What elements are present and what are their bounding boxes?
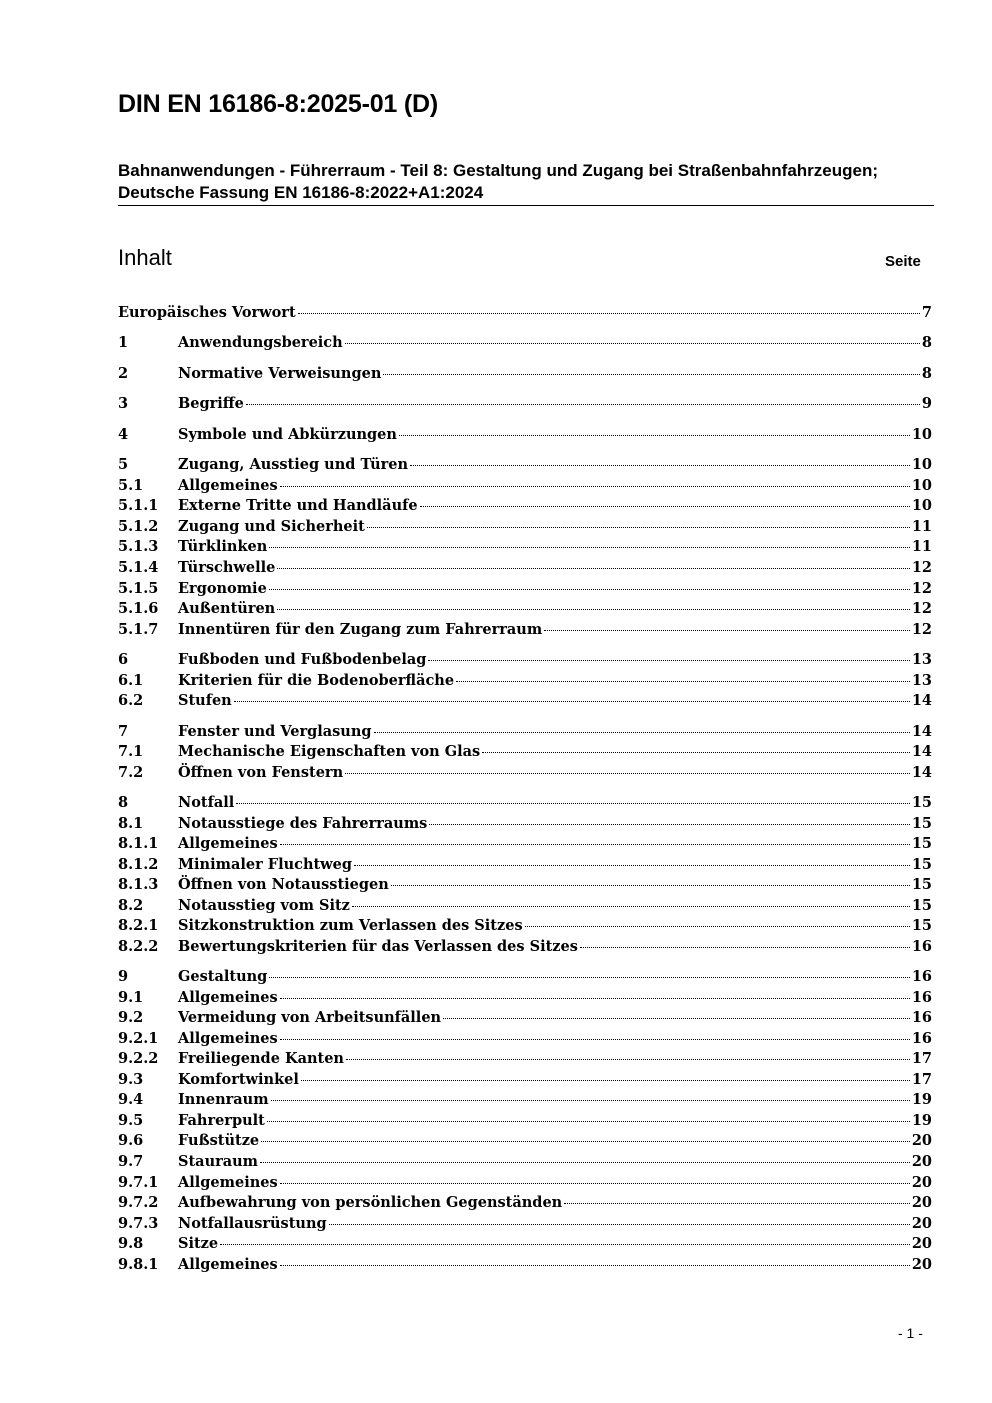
toc-entry-page: 17 <box>911 1050 932 1067</box>
toc-entry-number: 1 <box>118 334 129 351</box>
toc-entry-number: 9.3 <box>118 1071 144 1088</box>
toc-entry-title: Stauraum <box>178 1153 259 1170</box>
toc-entry-title: Sitze <box>178 1235 219 1252</box>
toc-entry-number: 8.1.1 <box>118 835 159 852</box>
toc-entry-page: 20 <box>911 1256 932 1273</box>
toc-entry-title: Notfallausrüstung <box>178 1215 327 1232</box>
toc-entry-title: Allgemeines <box>178 1174 278 1191</box>
toc-entry-title: Kriterien für die Bodenoberfläche <box>178 672 455 689</box>
toc-entry[interactable] <box>118 936 932 957</box>
toc-dot-leader <box>345 343 920 344</box>
toc-dot-leader <box>544 630 910 631</box>
toc-dot-leader <box>456 681 910 682</box>
toc-entry-page: 12 <box>911 580 932 597</box>
toc-dot-leader <box>391 885 910 886</box>
toc-entry-page: 10 <box>911 497 932 514</box>
toc-entry-number: 9.2.1 <box>118 1030 159 1047</box>
title-divider <box>118 205 934 206</box>
toc-entry-title: Allgemeines <box>178 989 278 1006</box>
toc-entry-title: Externe Tritte und Handläufe <box>178 497 418 514</box>
toc-entry[interactable] <box>118 690 932 711</box>
toc-entry-title: Allgemeines <box>178 1030 278 1047</box>
toc-entry[interactable] <box>118 1007 932 1028</box>
toc-entry-number: 7.2 <box>118 764 144 781</box>
toc-entry-page: 15 <box>911 815 932 832</box>
toc-dot-leader <box>383 374 920 375</box>
toc-entry-number: 4 <box>118 426 129 443</box>
toc-entry-number: 8.1.3 <box>118 876 159 893</box>
toc-entry-title: Öffnen von Notausstiegen <box>178 876 389 893</box>
toc-dot-leader <box>429 824 909 825</box>
toc-dot-leader <box>269 547 910 548</box>
toc-entry-title: Innentüren für den Zugang zum Fahrerraum <box>178 621 543 638</box>
toc-entry-page: 8 <box>921 365 932 382</box>
toc-entry[interactable] <box>118 987 932 1008</box>
toc-entry[interactable] <box>118 302 932 323</box>
toc-entry-page: 14 <box>911 692 932 709</box>
toc-entry[interactable] <box>118 874 932 895</box>
toc-dot-leader <box>280 998 910 999</box>
toc-entry-page: 13 <box>911 672 932 689</box>
toc-entry-title: Europäisches Vorwort <box>118 304 296 321</box>
toc-entry-title: Sitzkonstruktion zum Verlassen des Sitzes <box>178 917 523 934</box>
toc-entry-page: 12 <box>911 621 932 638</box>
toc-dot-leader <box>236 803 910 804</box>
toc-entry-page: 11 <box>911 538 932 555</box>
toc-entry-number: 8.1.2 <box>118 856 159 873</box>
toc-entry-number: 5.1.7 <box>118 621 159 638</box>
toc-entry[interactable] <box>118 557 932 578</box>
toc-entry[interactable] <box>118 792 932 813</box>
toc-entry-number: 3 <box>118 395 129 412</box>
toc-entry-number: 8.1 <box>118 815 144 832</box>
toc-entry[interactable] <box>118 1151 932 1172</box>
toc-dot-leader <box>267 1121 910 1122</box>
toc-heading: Inhalt <box>118 245 172 270</box>
toc-entry[interactable] <box>118 1110 932 1131</box>
toc-entry[interactable] <box>118 363 932 384</box>
toc-entry[interactable] <box>118 1069 932 1090</box>
toc-entry-page: 14 <box>911 743 932 760</box>
toc-entry-title: Allgemeines <box>178 1256 278 1273</box>
toc-entry-page: 16 <box>911 1030 932 1047</box>
toc-entry-title: Innenraum <box>178 1091 269 1108</box>
toc-entry-number: 9.8 <box>118 1235 144 1252</box>
toc-entry-title: Ergonomie <box>178 580 267 597</box>
toc-dot-leader <box>443 1018 910 1019</box>
toc-entry-number: 9.8.1 <box>118 1256 159 1273</box>
toc-entry-number: 6.2 <box>118 692 144 709</box>
toc-entry-title: Zugang, Ausstieg und Türen <box>178 456 409 473</box>
toc-entry-number: 5.1.4 <box>118 559 159 576</box>
toc-dot-leader <box>564 1203 910 1204</box>
document-subtitle: Bahnanwendungen - Führerraum - Teil 8: Gestaltung und Zugang bei Straßenbahnfahrzeugen; Deutsche Fassung EN 16186-8:2022+A1:2024 <box>118 161 878 202</box>
toc-entry[interactable] <box>118 424 932 445</box>
toc-entry-title: Mechanische Eigenschaften von Glas <box>178 743 481 760</box>
toc-entry-page: 20 <box>911 1235 932 1252</box>
document-title: DIN EN 16186-8:2025-01 (D) <box>118 90 438 118</box>
toc-dot-leader <box>346 1059 910 1060</box>
toc-entry[interactable] <box>118 721 932 742</box>
toc-entry[interactable] <box>118 619 932 640</box>
toc-entry-title: Komfortwinkel <box>178 1071 299 1088</box>
toc-entry-page: 17 <box>911 1071 932 1088</box>
toc-entry[interactable] <box>118 649 932 670</box>
toc-dot-leader <box>280 1183 910 1184</box>
toc-entry-number: 2 <box>118 365 129 382</box>
toc-entry[interactable] <box>118 1130 932 1151</box>
toc-entry[interactable] <box>118 1213 932 1234</box>
toc-entry[interactable] <box>118 536 932 557</box>
toc-entry-page: 20 <box>911 1132 932 1149</box>
toc-entry-title: Freiliegende Kanten <box>178 1050 344 1067</box>
toc-entry-number: 9.1 <box>118 989 144 1006</box>
toc-entry-title: Stufen <box>178 692 232 709</box>
toc-entry-page: 15 <box>911 917 932 934</box>
toc-entry[interactable] <box>118 966 932 987</box>
toc-entry[interactable] <box>118 895 932 916</box>
toc-dot-leader <box>367 527 910 528</box>
toc-dot-leader <box>280 844 910 845</box>
toc-dot-leader <box>345 773 910 774</box>
toc-entry-page: 19 <box>911 1091 932 1108</box>
toc-entry[interactable] <box>118 1048 932 1069</box>
toc-dot-leader <box>246 404 920 405</box>
toc-entry-page: 20 <box>911 1174 932 1191</box>
toc-entry[interactable] <box>118 516 932 537</box>
toc-entry-title: Türklinken <box>178 538 268 555</box>
toc-entry-page: 15 <box>911 835 932 852</box>
toc-entry-page: 15 <box>911 794 932 811</box>
toc-dot-leader <box>298 313 920 314</box>
toc-entry-title: Öffnen von Fenstern <box>178 764 344 781</box>
toc-entry[interactable] <box>118 475 932 496</box>
toc-entry-title: Gestaltung <box>178 968 268 985</box>
toc-entry-page: 12 <box>911 600 932 617</box>
toc-page-column-label: Seite <box>885 253 921 270</box>
toc-entry-title: Fußstütze <box>178 1132 260 1149</box>
toc-entry-title: Fußboden und Fußbodenbelag <box>178 651 427 668</box>
toc-entry-number: 5.1.6 <box>118 600 159 617</box>
toc-entry-number: 7 <box>118 723 129 740</box>
toc-dot-leader <box>352 906 910 907</box>
toc-dot-leader <box>220 1244 910 1245</box>
toc-entry-title: Notfall <box>178 794 235 811</box>
toc-entry[interactable] <box>118 598 932 619</box>
toc-entry-number: 8 <box>118 794 129 811</box>
toc-entry-number: 8.2.2 <box>118 938 159 955</box>
toc-entry-title: Türschwelle <box>178 559 276 576</box>
toc-dot-leader <box>277 568 909 569</box>
toc-entry-number: 9.4 <box>118 1091 144 1108</box>
toc-entry-number: 6.1 <box>118 672 144 689</box>
toc-entry-page: 15 <box>911 897 932 914</box>
toc-entry-number: 9.7 <box>118 1153 144 1170</box>
toc-entry-page: 12 <box>911 559 932 576</box>
toc-dot-leader <box>234 701 910 702</box>
toc-dot-leader <box>269 589 910 590</box>
toc-entry-number: 5.1 <box>118 477 144 494</box>
toc-entry-title: Anwendungsbereich <box>178 334 343 351</box>
toc-entry-page: 15 <box>911 856 932 873</box>
toc-entry-page: 10 <box>911 426 932 443</box>
toc-entry-title: Allgemeines <box>178 835 278 852</box>
toc-entry-title: Aufbewahrung von persönlichen Gegenständen <box>178 1194 563 1211</box>
toc-dot-leader <box>410 465 910 466</box>
toc-entry-page: 10 <box>911 456 932 473</box>
toc-entry[interactable] <box>118 578 932 599</box>
toc-dot-leader <box>277 609 910 610</box>
toc-entry-number: 5.1.5 <box>118 580 159 597</box>
toc-dot-leader <box>271 1100 910 1101</box>
toc-dot-leader <box>399 435 910 436</box>
toc-entry-page: 15 <box>911 876 932 893</box>
toc-entry-page: 16 <box>911 968 932 985</box>
toc-entry[interactable] <box>118 1028 932 1049</box>
toc-entry-page: 7 <box>921 304 932 321</box>
toc-entry[interactable] <box>118 670 932 691</box>
toc-entry[interactable] <box>118 454 932 475</box>
toc-entry-number: 9.7.1 <box>118 1174 159 1191</box>
toc-entry-title: Außentüren <box>178 600 276 617</box>
toc-entry-page: 14 <box>911 723 932 740</box>
toc-entry-page: 14 <box>911 764 932 781</box>
toc-entry-number: 5.1.3 <box>118 538 159 555</box>
toc-entry-page: 16 <box>911 989 932 1006</box>
toc-dot-leader <box>269 977 910 978</box>
toc-entry[interactable] <box>118 1254 932 1275</box>
toc-entry-number: 9.2.2 <box>118 1050 159 1067</box>
toc-entry-title: Allgemeines <box>178 477 278 494</box>
toc-entry-number: 9.2 <box>118 1009 144 1026</box>
toc-dot-leader <box>329 1224 910 1225</box>
toc-entry-number: 5 <box>118 456 129 473</box>
toc-entry[interactable] <box>118 332 932 353</box>
toc-entry-number: 9.6 <box>118 1132 144 1149</box>
toc-entry[interactable] <box>118 762 932 783</box>
toc-entry-title: Fenster und Verglasung <box>178 723 372 740</box>
toc-dot-leader <box>354 865 910 866</box>
toc-entry-page: 16 <box>911 1009 932 1026</box>
toc-entry[interactable] <box>118 854 932 875</box>
toc-entry-title: Fahrerpult <box>178 1112 265 1129</box>
toc-entry-page: 20 <box>911 1194 932 1211</box>
toc-entry-page: 19 <box>911 1112 932 1129</box>
toc-entry-title: Symbole und Abkürzungen <box>178 426 397 443</box>
page-number: - 1 - <box>898 1325 923 1341</box>
toc-entry[interactable] <box>118 1192 932 1213</box>
toc-entry[interactable] <box>118 813 932 834</box>
toc-dot-leader <box>420 506 910 507</box>
toc-entry[interactable] <box>118 915 932 936</box>
toc-dot-leader <box>525 926 910 927</box>
toc-dot-leader <box>261 1141 910 1142</box>
toc-entry[interactable] <box>118 833 932 854</box>
toc-entry-title: Notausstiege des Fahrerraums <box>178 815 428 832</box>
toc-dot-leader <box>580 947 910 948</box>
toc-entry[interactable] <box>118 1172 932 1193</box>
toc-entry-number: 9 <box>118 968 129 985</box>
toc-entry-page: 20 <box>911 1215 932 1232</box>
toc-entry-number: 5.1.1 <box>118 497 159 514</box>
toc-entry-page: 9 <box>921 395 932 412</box>
toc-entry-title: Begriffe <box>178 395 244 412</box>
toc-entry-title: Notausstieg vom Sitz <box>178 897 350 914</box>
toc-entry-number: 9.7.3 <box>118 1215 159 1232</box>
toc-dot-leader <box>280 1265 910 1266</box>
toc-dot-leader <box>260 1162 910 1163</box>
toc-entry-number: 8.2.1 <box>118 917 159 934</box>
toc-dot-leader <box>280 1039 910 1040</box>
toc-entry-page: 10 <box>911 477 932 494</box>
toc-entry-title: Bewertungskriterien für das Verlassen des Sitzes <box>178 938 578 955</box>
toc-entry-number: 9.5 <box>118 1112 144 1129</box>
toc-entry[interactable] <box>118 495 932 516</box>
toc-dot-leader <box>280 486 910 487</box>
toc-entry-title: Vermeidung von Arbeitsunfällen <box>178 1009 442 1026</box>
toc-entry-title: Zugang und Sicherheit <box>178 518 365 535</box>
toc-entry-number: 5.1.2 <box>118 518 159 535</box>
toc-entry-title: Normative Verweisungen <box>178 365 382 382</box>
toc-entry-page: 11 <box>911 518 932 535</box>
toc-dot-leader <box>374 732 910 733</box>
toc-entry-number: 8.2 <box>118 897 144 914</box>
toc-entry-page: 8 <box>921 334 932 351</box>
toc-dot-leader <box>482 752 910 753</box>
toc-entry-number: 6 <box>118 651 129 668</box>
toc-entry[interactable] <box>118 1089 932 1110</box>
toc-entry-number: 9.7.2 <box>118 1194 159 1211</box>
toc-entry-page: 20 <box>911 1153 932 1170</box>
toc-entry[interactable] <box>118 1233 932 1254</box>
toc-dot-leader <box>301 1080 910 1081</box>
toc-dot-leader <box>428 660 909 661</box>
toc-entry-page: 13 <box>911 651 932 668</box>
toc-entry-title: Minimaler Fluchtweg <box>178 856 353 873</box>
toc-entry-page: 16 <box>911 938 932 955</box>
toc-entry[interactable] <box>118 393 932 414</box>
toc-entry-number: 7.1 <box>118 743 144 760</box>
toc-entry[interactable] <box>118 741 932 762</box>
